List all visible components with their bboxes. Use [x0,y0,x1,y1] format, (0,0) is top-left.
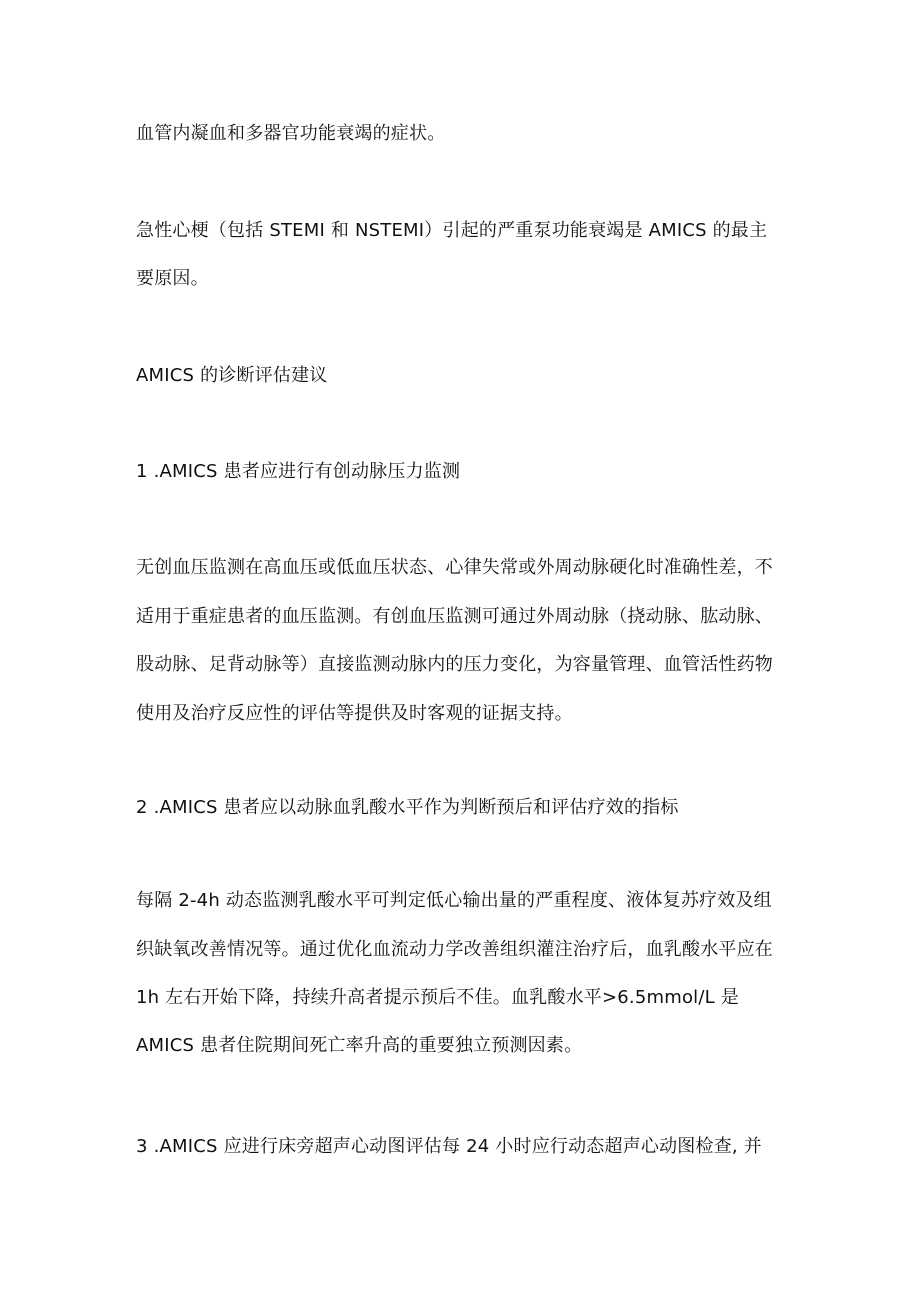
paragraph-lactate-line-3: 1h 左右开始下降，持续升高者提示预后不佳。血乳酸水平>6.5mmol/L 是 [136,987,739,1008]
paragraph-cause-line-2: 要原因。 [136,268,209,289]
item-heading-2: 2 .AMICS 患者应以动脉血乳酸水平作为判断预后和评估疗效的指标 [136,797,679,818]
paragraph-bp-monitoring-line-1: 无创血压监测在高血压或低血压状态、心律失常或外周动脉硬化时准确性差，不 [136,557,773,578]
section-heading-diagnosis: AMICS 的诊断评估建议 [136,365,328,386]
paragraph-bp-monitoring-line-4: 使用及治疗反应性的评估等提供及时客观的证据支持。 [136,703,573,724]
paragraph-bp-monitoring-line-2: 适用于重症患者的血压监测。有创血压监测可通过外周动脉（挠动脉、肱动脉、 [136,606,773,627]
item-heading-1: 1 .AMICS 患者应进行有创动脉压力监测 [136,461,461,482]
paragraph-lactate-line-4: AMICS 患者住院期间死亡率升高的重要独立预测因素。 [136,1035,583,1056]
paragraph-cause-line-1: 急性心梗（包括 STEMI 和 NSTEMI）引起的严重泵功能衰竭是 AMICS 的最主 [136,220,768,241]
paragraph-dic-symptoms-line-1: 血管内凝血和多器官功能衰竭的症状。 [136,123,446,144]
paragraph-bp-monitoring-line-3: 股动脉、足背动脉等）直接监测动脉内的压力变化，为容量管理、血管活性药物 [136,654,773,675]
paragraph-lactate-line-2: 织缺氧改善情况等。通过优化血流动力学改善组织灌注治疗后，血乳酸水平应在 [136,939,773,960]
paragraph-lactate-line-1: 每隔 2-4h 动态监测乳酸水平可判定低心输出量的严重程度、液体复苏疗效及组 [136,890,772,911]
item-heading-3: 3 .AMICS 应进行床旁超声心动图评估每 24 小时应行动态超声心动图检查, 并 [136,1136,762,1157]
